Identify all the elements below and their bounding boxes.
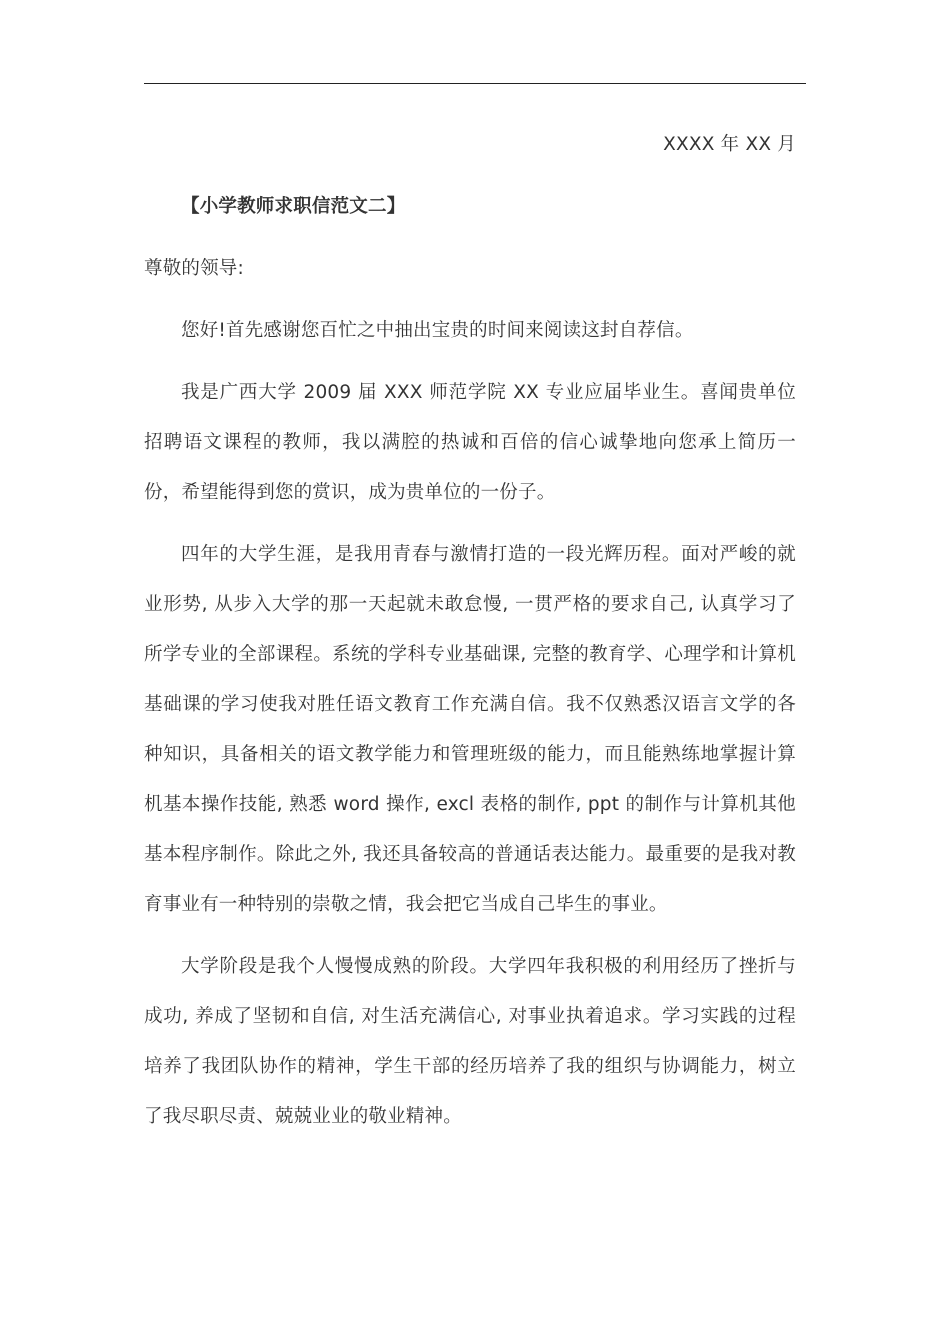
- salutation: 尊敬的领导:: [144, 258, 244, 279]
- date-line: XXXX 年 XX 月: [663, 134, 796, 155]
- paragraph-greeting: 您好!首先感谢您百忙之中抽出宝贵的时间来阅读这封自荐信。: [181, 320, 694, 341]
- paragraph-personal-growth: 大学阶段是我个人慢慢成熟的阶段。大学四年我积极的利用经历了挫折与成功, 养成了坚韧和自信, 对生活充满信心, 对事业执着追求。学习实践的过程培养了我团队协作的精神，学生干部的经历培养了我的组织与协调能力，树立了我尽职尽责、兢兢业业的敬业精神。: [144, 956, 796, 1127]
- header-rule: [144, 83, 806, 84]
- section-title: 【小学教师求职信范文二】: [181, 196, 406, 217]
- paragraph-university-experience: 四年的大学生涯，是我用青春与激情打造的一段光辉历程。面对严峻的就业形势, 从步入大学的那一天起就未敢怠慢, 一贯严格的要求自己, 认真学习了所学专业的全部课程。系统的学科专业基础课, 完整的教育学、心理学和计算机基础课的学习使我对胜任语文教育工作充满自信。我不仅熟悉汉语言文学的各种知识，具备相关的语文教学能力和管理班级的能力，而且能熟练地掌握计算机基本操作技能, 熟悉 word 操作, excl 表格的制作, ppt 的制作与计算机其他基本程序制作。除此之外, 我还具备较高的普通话表达能力。最重要的是我对教育事业有一种特别的崇敬之情，我会把它当成自己毕生的事业。: [144, 544, 796, 915]
- paragraph-introduction: 我是广西大学 2009 届 XXX 师范学院 XX 专业应届毕业生。喜闻贵单位招聘语文课程的教师，我以满腔的热诚和百倍的信心诚挚地向您承上简历一份，希望能得到您的赏识，成为贵单位的一份子。: [144, 382, 796, 503]
- letter-body: [144, 120, 796, 1154]
